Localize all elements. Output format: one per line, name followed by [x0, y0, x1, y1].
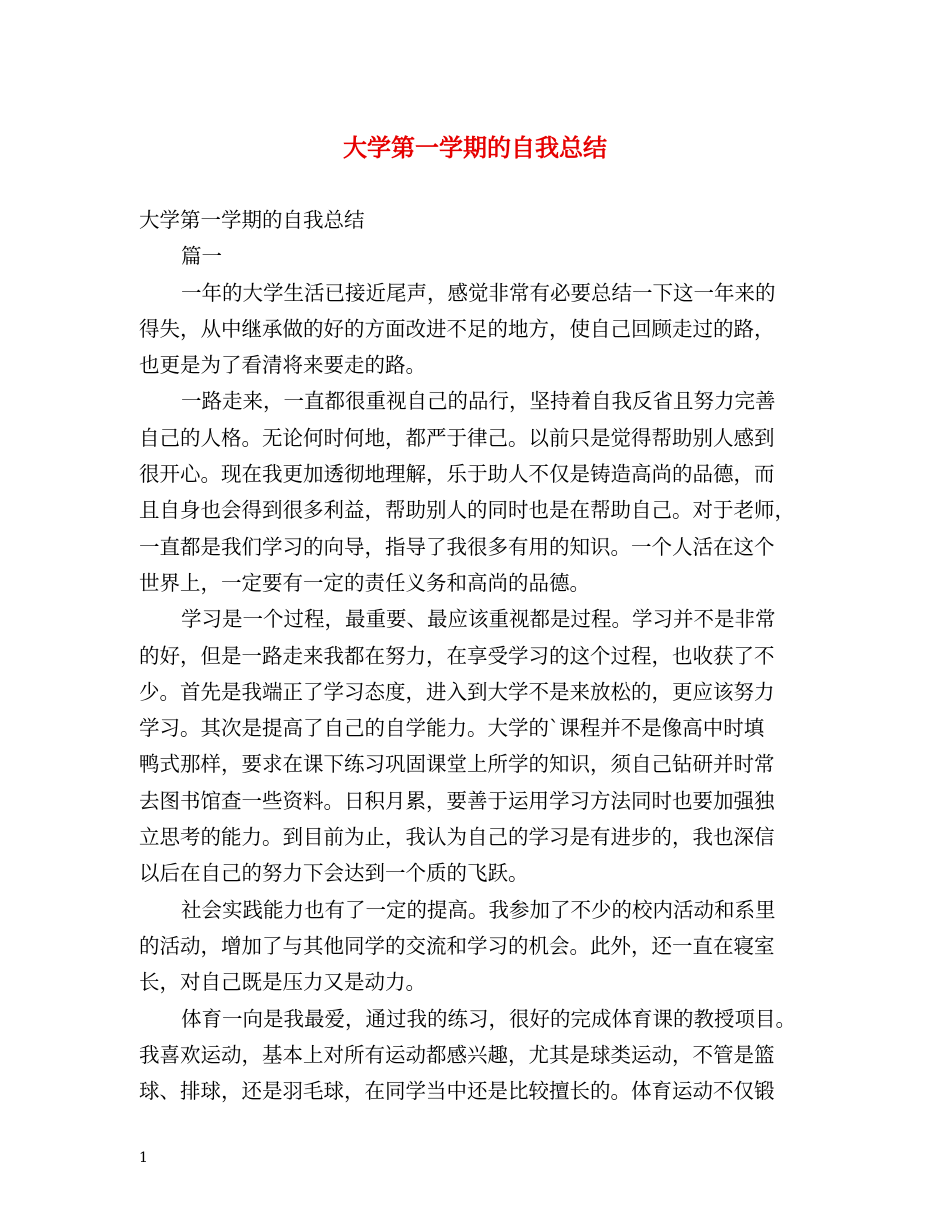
document-title: 大学第一学期的自我总结: [343, 133, 607, 162]
text-line: 得失，从中继承做的好的方面改进不足的地方，使自己回顾走过的路，: [139, 316, 775, 341]
text-line: 大学第一学期的自我总结: [139, 208, 365, 232]
text-line: 鸭式那样，要求在课下练习巩固课堂上所学的知识，须自己钻研并时常: [139, 752, 775, 777]
text-line: 体育一向是我最爱，通过我的练习，很好的完成体育课的教授项目。: [181, 1006, 796, 1031]
text-line: 一直都是我们学习的向导，指导了我很多有用的知识。一个人活在这个: [139, 534, 775, 559]
text-line: 世界上，一定要有一定的责任义务和高尚的品德。: [139, 570, 590, 595]
text-line: 学习。其次是提高了自己的自学能力。大学的`课程并不是像高中时填: [139, 716, 765, 741]
text-line: 篇一: [181, 244, 222, 269]
text-line: 社会实践能力也有了一定的提高。我参加了不少的校内活动和系里: [181, 897, 776, 922]
text-line: 少。首先是我端正了学习态度，进入到大学不是来放松的，更应该努力: [139, 679, 775, 704]
text-line: 去图书馆查一些资料。日积月累，要善于运用学习方法同时也要加强独: [139, 788, 775, 813]
text-line: 球、排球，还是羽毛球，在同学当中还是比较擅长的。体育运动不仅锻: [139, 1079, 775, 1104]
document-body: [139, 202, 829, 1109]
text-line: 很开心。现在我更加透彻地理解，乐于助人不仅是铸造高尚的品德，而: [139, 462, 775, 487]
text-line: 自己的人格。无论何时何地，都严于律己。以前只是觉得帮助别人感到: [139, 425, 775, 450]
page-number: 1: [139, 1150, 148, 1166]
text-line: 的活动，增加了与其他同学的交流和学习的机会。此外，还一直在寝室: [139, 933, 775, 958]
text-line: 一路走来，一直都很重视自己的品行，坚持着自我反省且努力完善: [181, 389, 776, 414]
text-line: 且自身也会得到很多利益，帮助别人的同时也是在帮助自己。对于老师，: [139, 498, 795, 523]
text-line: 以后在自己的努力下会达到一个质的飞跃。: [139, 861, 529, 886]
text-line: 我喜欢运动，基本上对所有运动都感兴趣，尤其是球类运动，不管是篮: [139, 1042, 775, 1067]
text-line: 的好，但是一路走来我都在努力，在享受学习的这个过程，也收获了不: [139, 643, 775, 668]
text-line: 立思考的能力。到目前为止，我认为自己的学习是有进步的，我也深信: [139, 825, 775, 850]
text-line: 长，对自己既是压力又是动力。: [139, 970, 426, 995]
text-line: 也更是为了看清将来要走的路。: [139, 353, 426, 378]
text-line: 学习是一个过程，最重要、最应该重视都是过程。学习并不是非常: [181, 607, 776, 632]
text-line: 一年的大学生活已接近尾声，感觉非常有必要总结一下这一年来的: [181, 280, 776, 305]
